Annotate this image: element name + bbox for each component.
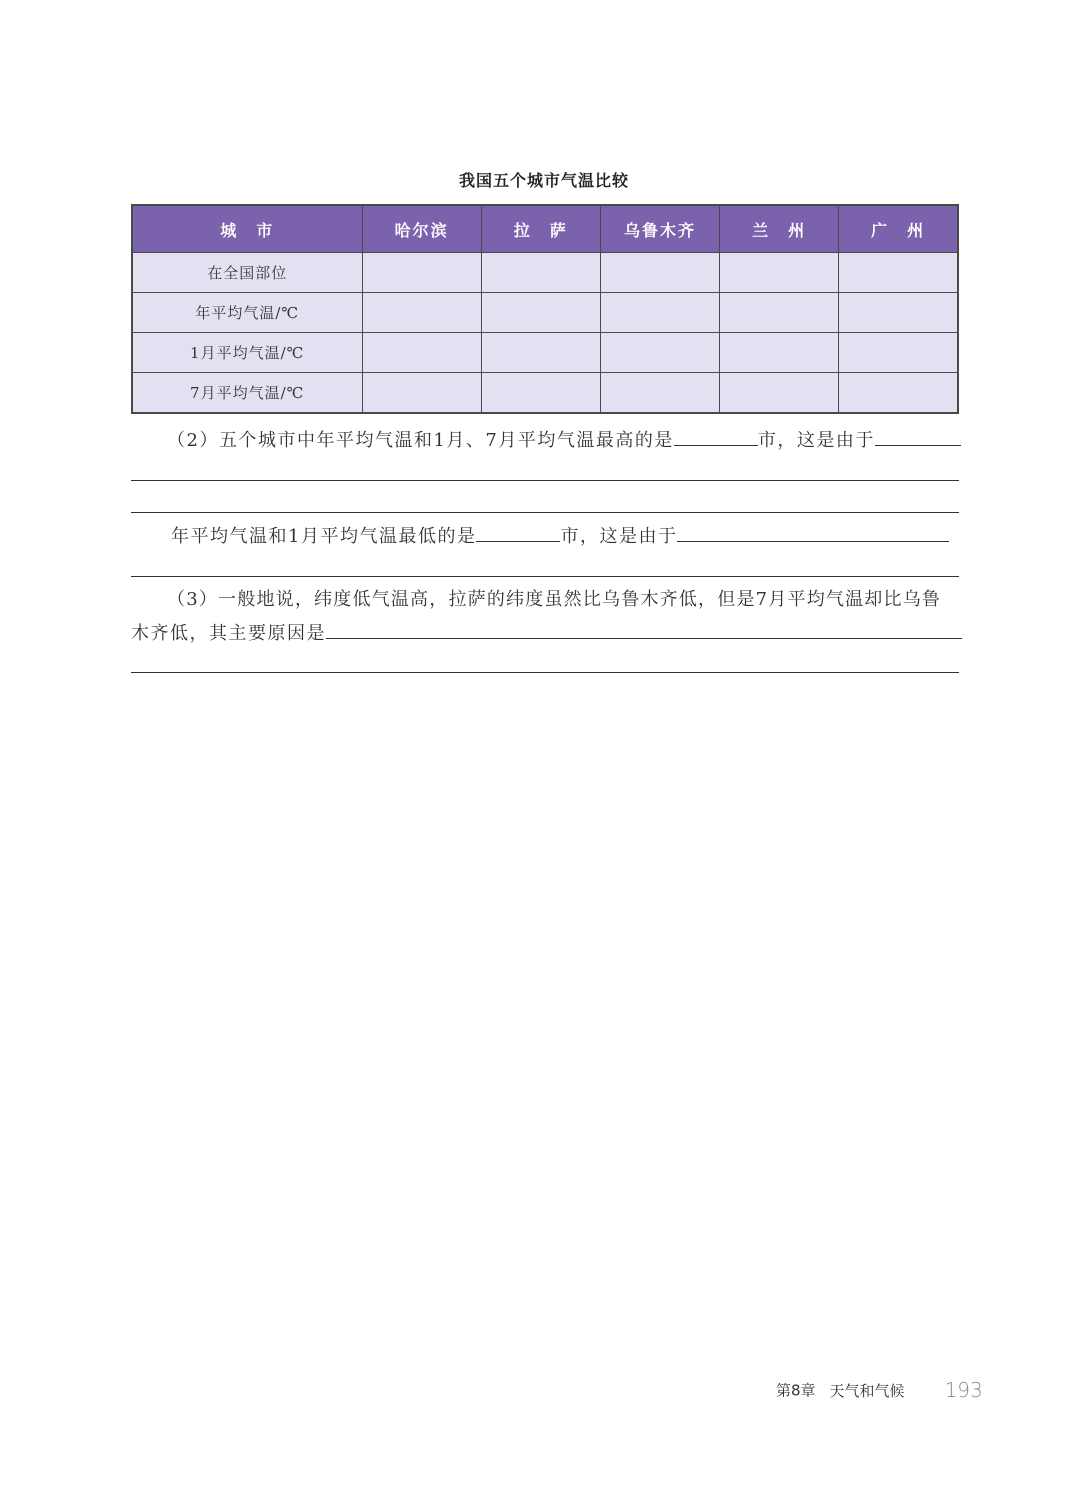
header-harbin: 哈尔滨 [362, 205, 481, 253]
answer-line[interactable] [131, 512, 959, 513]
answer-cell[interactable] [600, 293, 719, 333]
answer-cell[interactable] [720, 253, 839, 293]
answer-cell[interactable] [481, 373, 600, 414]
answer-cell[interactable] [362, 293, 481, 333]
answer-cell[interactable] [839, 373, 958, 414]
answer-blank-main-reason[interactable] [326, 616, 962, 639]
table-header-row [132, 205, 958, 253]
table-row [132, 293, 958, 333]
question-3-line-2 [131, 616, 959, 650]
chapter-title: 天气和气候 [829, 1381, 905, 1400]
question-3-prefix: 木齐低，其主要原因是 [131, 623, 326, 644]
question-2-part-1 [131, 423, 959, 457]
answer-cell[interactable] [600, 333, 719, 373]
answer-cell[interactable] [600, 253, 719, 293]
page-footer [776, 1378, 983, 1408]
answer-cell[interactable] [839, 333, 958, 373]
city-temperature-table [131, 204, 959, 414]
row-label-july-temp: 7月平均气温/℃ [132, 373, 362, 414]
header-urumqi: 乌鲁木齐 [600, 205, 719, 253]
question-2-part-2 [131, 519, 959, 553]
answer-cell[interactable] [481, 333, 600, 373]
question-2-part-1-prefix: （2）五个城市中年平均气温和1月、7月平均气温最高的是 [167, 430, 674, 451]
answer-blank-reason-highest[interactable] [875, 423, 961, 446]
answer-cell[interactable] [720, 373, 839, 414]
answer-cell[interactable] [362, 253, 481, 293]
table-row [132, 333, 958, 373]
table-row [132, 253, 958, 293]
header-lanzhou: 兰 州 [720, 205, 839, 253]
answer-line[interactable] [131, 576, 959, 577]
answer-blank-lowest-city[interactable] [476, 519, 560, 542]
table-title: 我国五个城市气温比较 [458, 171, 629, 190]
question-3-line-1: （3）一般地说，纬度低气温高，拉萨的纬度虽然比乌鲁木齐低，但是7月平均气温却比乌鲁 [167, 589, 942, 610]
question-2-part-2-middle: 市，这是由于 [560, 526, 678, 547]
answer-cell[interactable] [720, 293, 839, 333]
row-label-january-temp: 1月平均气温/℃ [132, 333, 362, 373]
header-lhasa: 拉 萨 [481, 205, 600, 253]
chapter-label: 第8章 [776, 1381, 816, 1400]
answer-cell[interactable] [362, 333, 481, 373]
answer-line[interactable] [131, 480, 959, 481]
answer-blank-highest-city[interactable] [674, 423, 758, 446]
answer-cell[interactable] [720, 333, 839, 373]
row-label-annual-temp: 年平均气温/℃ [132, 293, 362, 333]
row-label-location: 在全国部位 [132, 253, 362, 293]
answer-cell[interactable] [362, 373, 481, 414]
answer-cell[interactable] [839, 293, 958, 333]
header-guangzhou: 广 州 [839, 205, 958, 253]
answer-cell[interactable] [839, 253, 958, 293]
answer-cell[interactable] [481, 253, 600, 293]
answer-cell[interactable] [481, 293, 600, 333]
page-number: 193 [944, 1378, 983, 1402]
question-2-part-1-middle: 市，这是由于 [757, 430, 875, 451]
table-row [132, 373, 958, 414]
header-city: 城 市 [132, 205, 362, 253]
answer-cell[interactable] [600, 373, 719, 414]
answer-blank-reason-lowest[interactable] [677, 519, 949, 542]
answer-line[interactable] [131, 672, 959, 673]
question-2-part-2-prefix: 年平均气温和1月平均气温最低的是 [171, 526, 477, 547]
